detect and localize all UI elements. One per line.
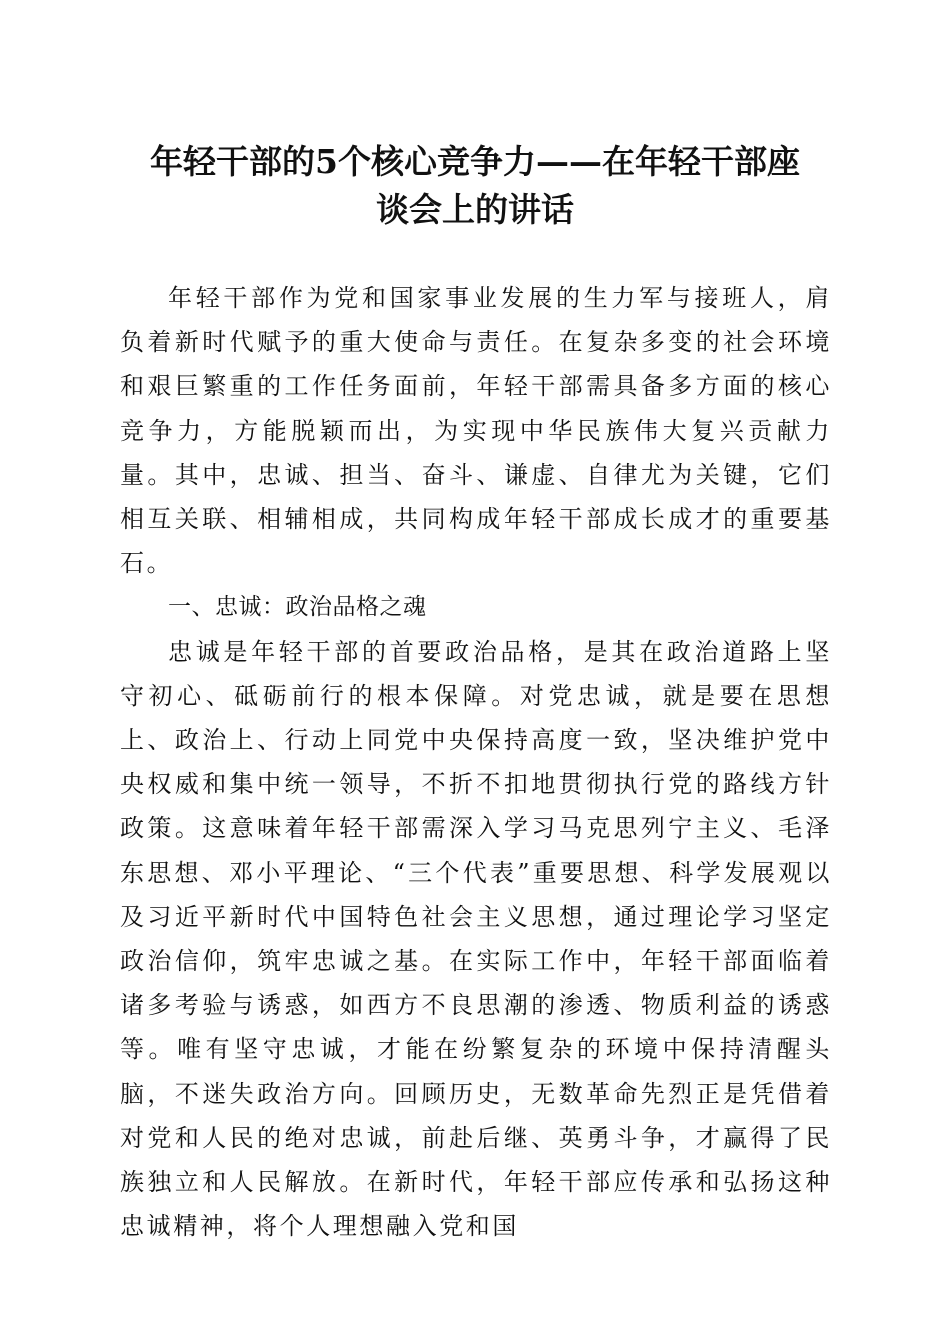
document-title (100, 138, 850, 234)
section-paragraph-loyalty: 忠诚是年轻干部的首要政治品格，是其在政治道路上坚守初心、砥砺前行的根本保障。对党忠诚，就是要在思想上、政治上、行动上同党中央保持高度一致，坚决维护党中央权威和集中统一领导，不折不扣地贯彻执行党的路线方针政策。这意味着年轻干部需深入学习马克思列宁主义、毛泽东思想、邓小平理论、“三个代表”重要思想、科学发展观以及习近平新时代中国特色社会主义思想，通过理论学习坚定政治信仰，筑牢忠诚之基。在实际工作中，年轻干部面临着诸多考验与诱惑，如西方不良思潮的渗透、物质利益的诱惑等。唯有坚守忠诚，才能在纷繁复杂的环境中保持清醒头脑，不迷失政治方向。回顾历史，无数革命先烈正是凭借着对党和人民的绝对忠诚，前赴后继、英勇斗争，才赢得了民族独立和人民解放。在新时代，年轻干部应传承和弘扬这种忠诚精神，将个人理想融入党和国 (120, 637, 832, 1241)
intro-paragraph: 年轻干部作为党和国家事业发展的生力军与接班人，肩负着新时代赋予的重大使命与责任。在复杂多变的社会环境和艰巨繁重的工作任务面前，年轻干部需具备多方面的核心竞争力，方能脱颖而出，为实现中华民族伟大复兴贡献力量。其中，忠诚、担当、奋斗、谦虚、自律尤为关键，它们相互关联、相辅相成，共同构成年轻干部成长成才的重要基石。 (120, 284, 832, 578)
title-line-1: 年轻干部的5个核心竞争力——在年轻干部座 (150, 142, 800, 181)
document-body (120, 276, 832, 1248)
section-heading-loyalty: 一、忠诚：政治品格之魂 (168, 594, 427, 621)
title-line-2: 谈会上的讲话 (376, 190, 574, 229)
